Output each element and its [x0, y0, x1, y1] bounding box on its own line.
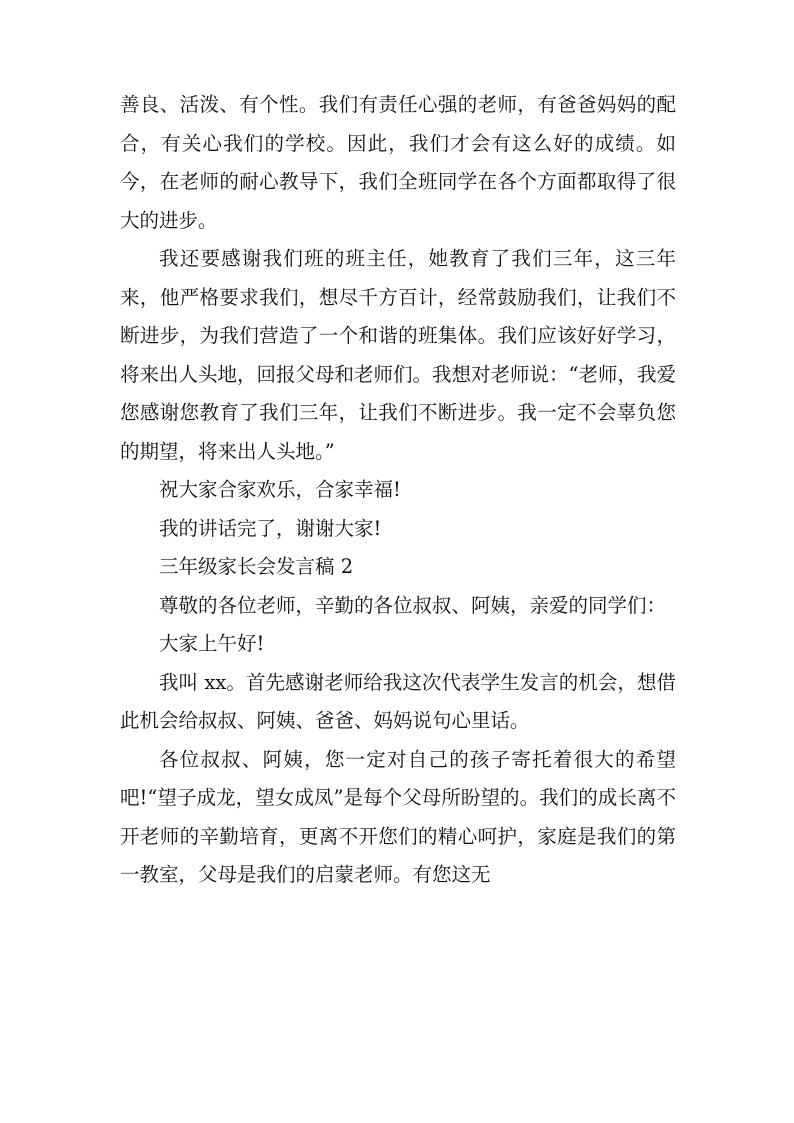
paragraph-greeting: 大家上午好!: [159, 632, 265, 655]
paragraph-continued: 善良、活泼、有个性。我们有责任心强的老师，有爸爸妈妈的配合，有关心我们的学校。因此，我们才会有这么好的成绩。如今，在老师的耐心教导下，我们全班同学在各个方面都取得了很大的进步。: [120, 93, 676, 232]
paragraph-closing: 我的讲话完了，谢谢大家!: [159, 516, 382, 540]
paragraph-hopes: 各位叔叔、阿姨，您一定对自己的孩子寄托着很大的希望吧!“望子成龙，望女成凤”是每个父母所盼望的。我们的成长离不开老师的辛勤培育，更离不开您们的精心呵护，家庭是我们的第一教室，父母是我们的启蒙老师。有您这无: [120, 747, 676, 886]
paragraph-salutation: 尊敬的各位老师，辛勤的各位叔叔、阿姨，亲爱的同学们：: [159, 593, 667, 617]
paragraph-thanks-head-teacher: 我还要感谢我们班的班主任，她教育了我们三年，这三年来，他严格要求我们，想尽千方百计，经常鼓励我们，让我们不断进步，为我们营造了一个和谐的班集体。我们应该好好学习，将来出人头地，回报父母和老师们。我想对老师说：“老师，我爱您感谢您教育了我们三年，让我们不断进步。我一定不会辜负您的期望，将来出人头地。”: [120, 247, 676, 463]
paragraph-introduction: 我叫 xx。首先感谢老师给我这次代表学生发言的机会，想借此机会给叔叔、阿姨、爸爸、妈妈说句心里话。: [120, 670, 676, 732]
section-title: 三年级家长会发言稿 2: [159, 555, 354, 578]
paragraph-blessing: 祝大家合家欢乐，合家幸福!: [159, 478, 401, 501]
document-body: [120, 86, 676, 895]
